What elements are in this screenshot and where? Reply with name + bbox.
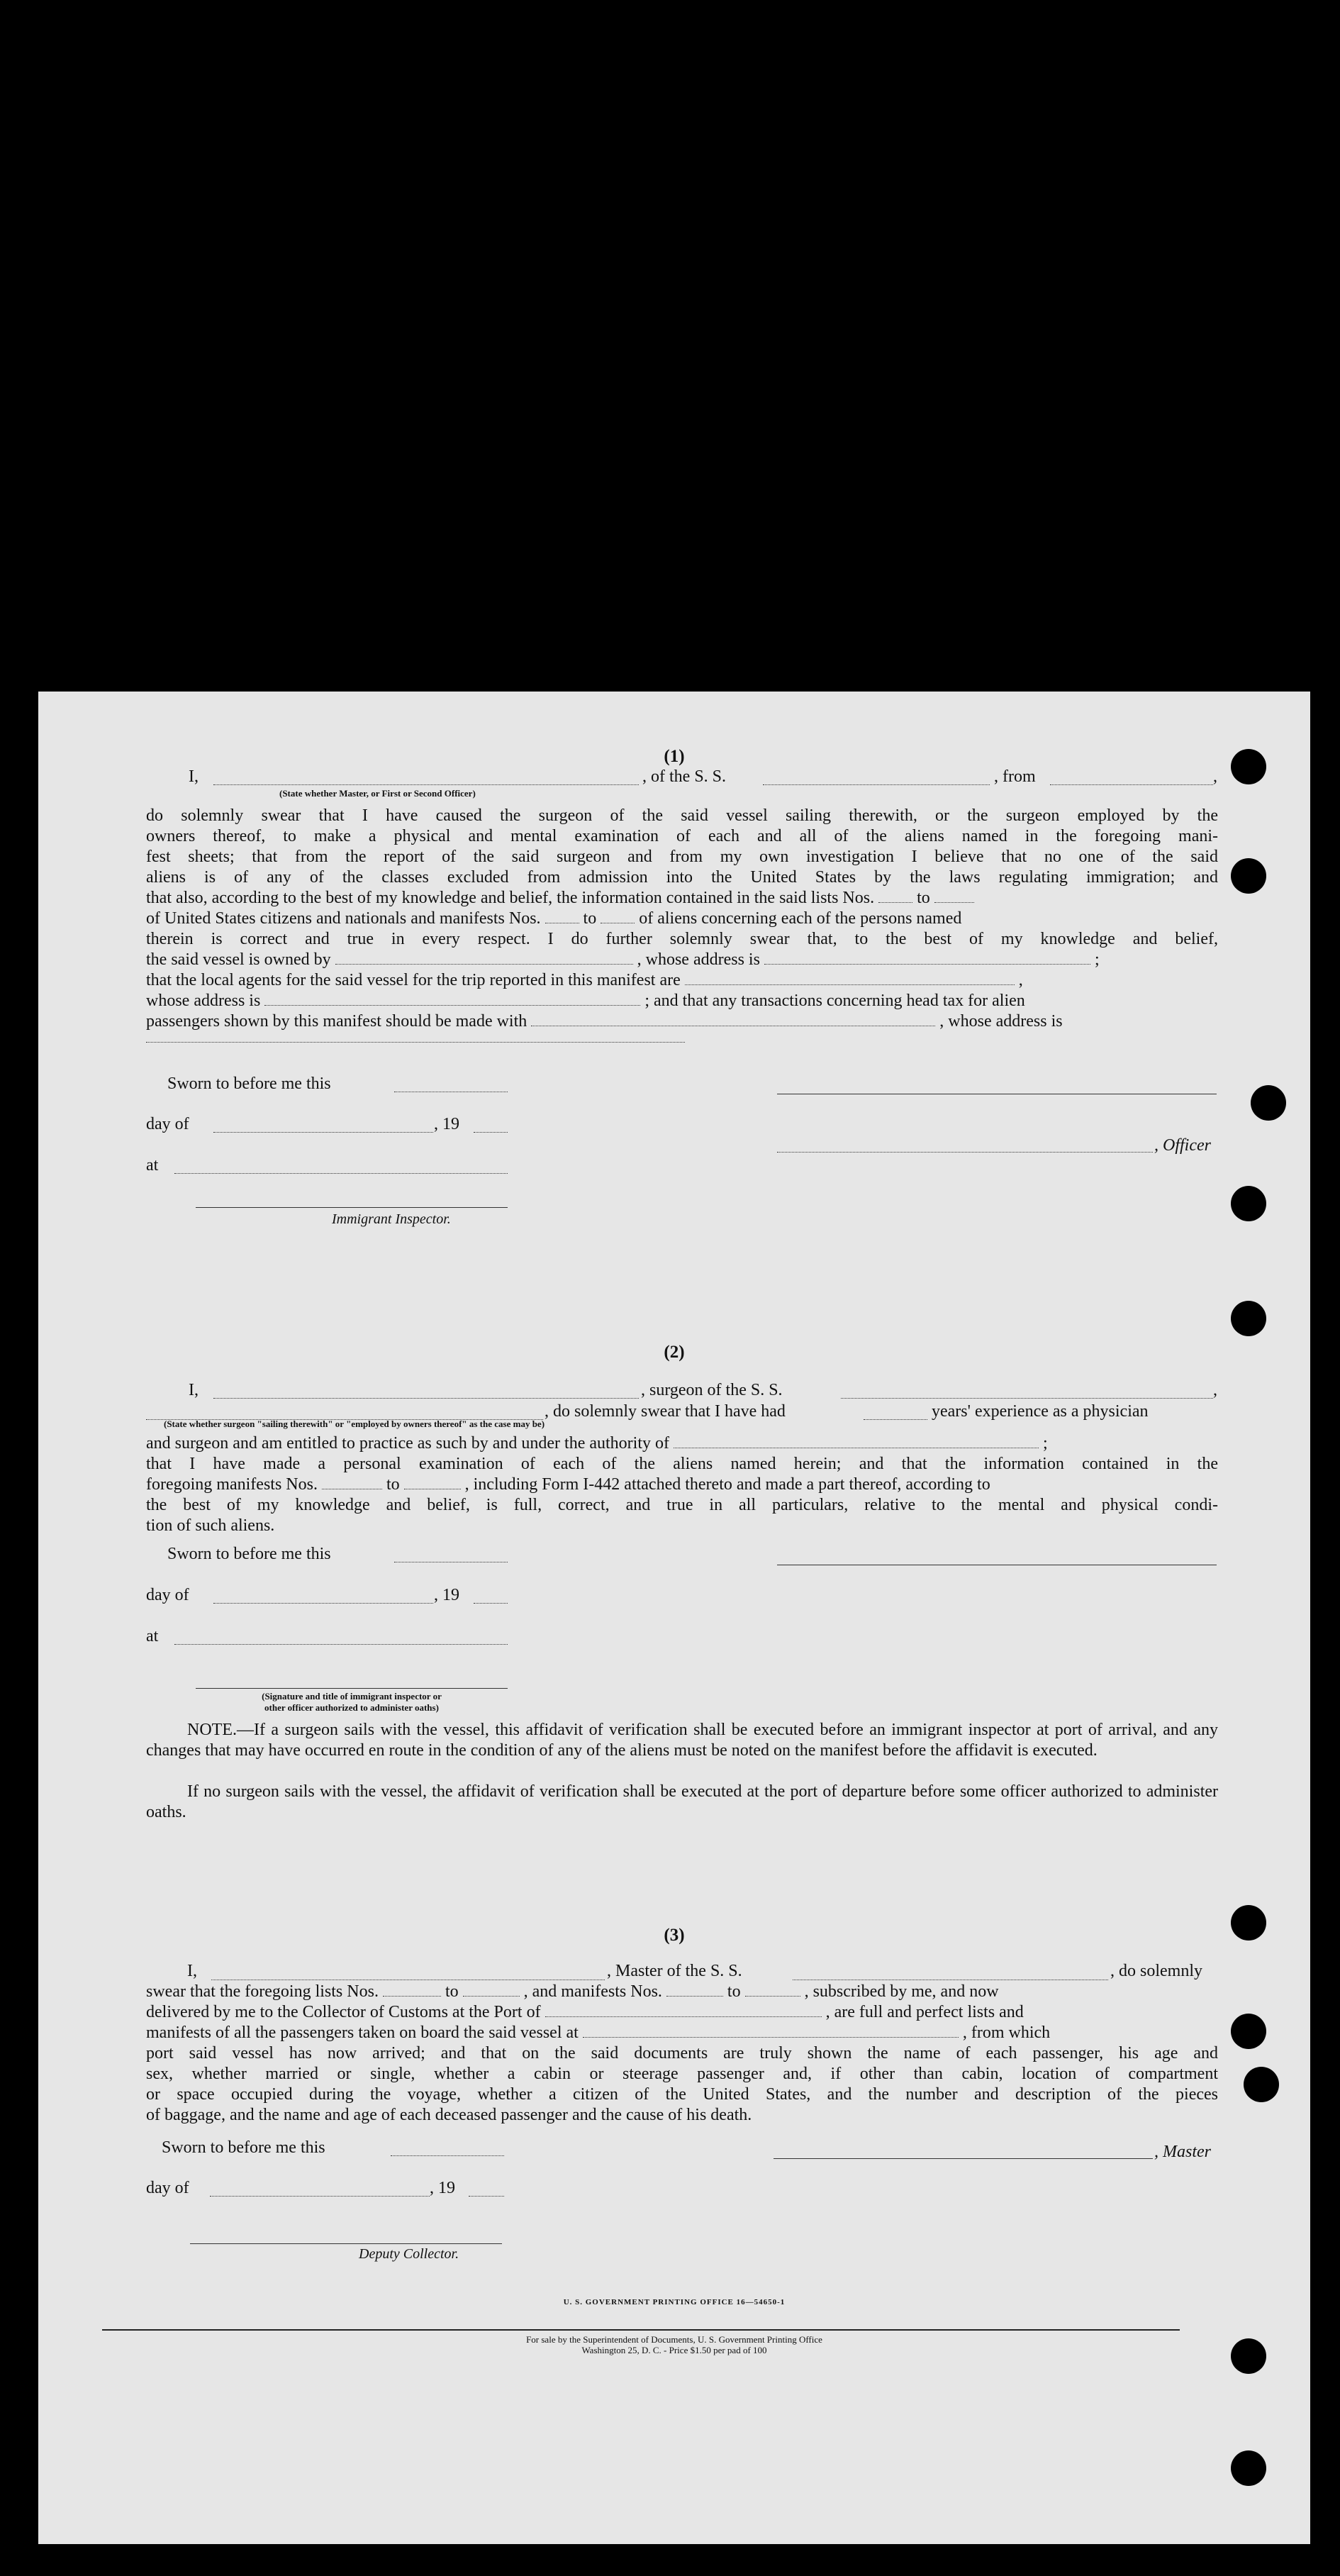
form-page: [38, 692, 1310, 2544]
owner-field[interactable]: [335, 951, 633, 965]
lists-to-field[interactable]: [934, 889, 974, 903]
sale-notice: For sale by the Superintendent of Documents, U. S. Government Printing Office Washington 25, D. C. - Price $1.50 per pad of 100: [526, 2334, 822, 2355]
section-3-number: (3): [664, 1926, 685, 1945]
s3-text-line: of baggage, and the name and age of each deceased passenger and the cause of his death.: [146, 2106, 752, 2124]
boarding-port-field[interactable]: [583, 2024, 959, 2038]
s2-text-line: tion of such aliens.: [146, 1516, 275, 1535]
s3-text-line: or space occupied during the voyage, whether a citizen of the United States, and the number and description of the pieces: [146, 2085, 1218, 2104]
s2-inspector-signature-line[interactable]: [196, 1688, 508, 1689]
sworn-place-field[interactable]: [174, 1160, 508, 1174]
s3-vessel-name-field[interactable]: [793, 1967, 1108, 1980]
section-1: I, , of the S. S. , from , (State whether Master, or First or Second Officer) do solemnly swear that I have caused the surgeon of the said vessel sailing therewith, or the surgeon employed by the owners thereof, to make a physical and mental examination of each and all of the aliens named in the foregoing mani- fest sheets; that from the report of the said surgeon and from my own investigation I believe that no one of the said aliens is of any of the classes excluded from admission into the United States by the laws regulating immigration; and that also, according to the best of my knowledge and belief, the information contained in the said lists Nos. to of United States citizens and nationals and manifests Nos. to of aliens concerning each of the persons named therein is correct and true in every respect. I do further solemnly swear that, to the best of my knowledge and belief, the said vessel is owned by , whose address is ; that the local agents for the said vessel for the trip reported in this manifest are , whose address is ; and that any transactions concerning head tax for alien passengers shown by this manifest should be made with , whose address is Sworn to before me this day of , 19 , Officer at Immigrant Inspector.: [146, 767, 1218, 1227]
punch-hole: [1231, 858, 1266, 894]
s2-text-line: that I have made a personal examination of each of the aliens named herein; and that the information contained in the: [146, 1455, 1218, 1473]
s1-text-line: therein is correct and true in every respect. I do further solemnly swear that, to the best of my knowledge and belief,: [146, 930, 1218, 948]
sworn-day-field[interactable]: [394, 1079, 508, 1092]
surgeon-caption: (State whether surgeon "sailing therewith" or "employed by owners thereof" as the case may be): [164, 1419, 545, 1429]
s3-sworn-month-field[interactable]: [210, 2183, 430, 2197]
punch-hole: [1231, 2014, 1266, 2049]
s1-text-line: fest sheets; that from the report of the said surgeon and from my own investigation I believe that no one of the said: [146, 848, 1218, 866]
s3-manifests-from-field[interactable]: [666, 1983, 723, 1997]
owner-address-field[interactable]: [764, 951, 1090, 965]
surgeon-name-field[interactable]: [213, 1385, 639, 1399]
sig-caption: other officer authorized to administer oaths): [264, 1702, 439, 1713]
collector-port-field[interactable]: [545, 2004, 822, 2017]
officer-caption: (State whether Master, or First or Second Officer): [279, 788, 476, 799]
s2-sworn-place-field[interactable]: [174, 1631, 508, 1645]
s3-sworn-day-field[interactable]: [391, 2143, 504, 2156]
head-tax-address-field[interactable]: [146, 1032, 685, 1043]
local-agents-field[interactable]: [685, 972, 1015, 985]
departure-port-field[interactable]: [1050, 772, 1213, 785]
s2-manifests-to-field[interactable]: [404, 1476, 461, 1489]
s3-lists-to-field[interactable]: [463, 1983, 520, 1997]
officer-name-field[interactable]: [777, 1139, 1153, 1153]
note-paragraph: If no surgeon sails with the vessel, the affidavit of verification shall be executed at the port of departure before some officer authorized to administer oaths.: [146, 1782, 1218, 1821]
s3-lists-from-field[interactable]: [383, 1983, 441, 1997]
agents-address-field[interactable]: [264, 992, 640, 1006]
section-1-number: (1): [664, 747, 685, 766]
s2-sworn-month-field[interactable]: [213, 1590, 433, 1604]
s3-text-line: sex, whether married or single, whether a cabin or steerage passenger and, if other than cabin, location of compartment: [146, 2065, 1218, 2083]
s3-sworn-year-field[interactable]: [469, 2183, 504, 2197]
punch-hole: [1231, 2450, 1266, 2486]
punch-hole: [1231, 1301, 1266, 1336]
section-2: I, , surgeon of the S. S. , , do solemnly swear that I have had years' experience as a physician (State whether surgeon "sailing therewith" or "employed by owners thereof" as the case may be) and surgeon and am entitled to practice as such by and under the authority of ; that I have made a personal examination of each of the aliens named herein; and that the information contained in the foregoing manifests Nos. to , including Form I-442 attached thereto and made a part thereof, according to the best of my knowledge and belief, is full, correct, and true in all particulars, relative to the mental and physical condi- tion of such aliens. Sworn to before me this day of , 19 at (Signature and title of immigrant inspector or other officer authorized to administer oaths) NOTE.—If a surgeon sails with the vessel, this affidavit of verification shall be executed before an immigrant inspector at port of arrival, and any changes that may have occurred en route in the condition of any of the aliens must be noted on the manifest before the affidavit is executed. If no surgeon sails with the vessel, the affidavit of verification shall be executed at the port of departure before some officer authorized to administer oaths.: [146, 1381, 1218, 1821]
sworn-month-field[interactable]: [213, 1119, 433, 1133]
s2-text-line: the best of my knowledge and belief, is full, correct, and true in all particulars, relative to the mental and physical condi-: [146, 1496, 1218, 1514]
lists-from-field[interactable]: [878, 889, 912, 903]
years-experience-field[interactable]: [864, 1406, 927, 1420]
s2-sworn-year-field[interactable]: [474, 1590, 508, 1604]
s3-text-line: port said vessel has now arrived; and that on the said documents are truly shown the name of each passenger, his age and: [146, 2044, 1218, 2063]
manifests-to-field[interactable]: [601, 910, 635, 923]
s1-text-line: aliens is of any of the classes excluded from admission into the United States by the laws regulating immigration; and: [146, 868, 1218, 887]
master-signature-line[interactable]: [774, 2158, 1153, 2159]
footer-rule: [102, 2329, 1180, 2331]
note-paragraph: NOTE.—If a surgeon sails with the vessel, this affidavit of verification shall be executed before an immigrant inspector at port of arrival, and any changes that may have occurred en route in the condition of any of the aliens must be noted on the manifest before the affidavit is executed.: [146, 1721, 1218, 1760]
s1-text-line: do solemnly swear that I have caused the surgeon of the said vessel sailing therewith, or the surgeon employed by the: [146, 806, 1218, 825]
section-2-number: (2): [664, 1343, 685, 1362]
officer-title-field[interactable]: [213, 772, 639, 785]
punch-hole: [1251, 1085, 1286, 1121]
head-tax-agent-field[interactable]: [531, 1013, 935, 1026]
s2-sworn-day-field[interactable]: [394, 1549, 508, 1562]
punch-hole: [1244, 2067, 1279, 2102]
master-name-field[interactable]: [211, 1967, 605, 1980]
sig-caption: (Signature and title of immigrant inspector or: [262, 1691, 442, 1701]
section-3: I, , Master of the S. S. , do solemnly swear that the foregoing lists Nos. to , and manifests Nos. to , subscribed by me, and now delivered by me to the Collector of Customs at the Port of , are full and perfect lists and manifests of all the passengers taken on board the said vessel at , from which port said vessel has now arrived; and that on the said documents are truly shown the name of each passenger, his age and sex, whether married or single, whether a cabin or steerage passenger and, if other than cabin, location of compartment or space occupied during the voyage, whether a citizen of the United States, and the number and description of the pieces of baggage, and the name and age of each deceased passenger and the cause of his death. Sworn to before me this , Master day of , 19 Deputy Collector.: [146, 1962, 1218, 2262]
s2-vessel-name-field[interactable]: [841, 1385, 1213, 1399]
inspector-signature-line[interactable]: [196, 1207, 508, 1208]
vessel-name-field[interactable]: [763, 772, 990, 785]
manifests-from-field[interactable]: [545, 910, 579, 923]
sworn-year-field[interactable]: [474, 1119, 508, 1133]
gpo-imprint: U. S. GOVERNMENT PRINTING OFFICE 16—54650-1: [563, 2298, 786, 2306]
practice-authority-field[interactable]: [674, 1435, 1039, 1448]
s2-manifests-from-field[interactable]: [322, 1476, 382, 1489]
s3-manifests-to-field[interactable]: [745, 1983, 800, 1997]
punch-hole: [1231, 1186, 1266, 1221]
s1-text-line: owners thereof, to make a physical and mental examination of each and all of the aliens named in the foregoing mani-: [146, 827, 1218, 845]
s1-line-1: I, , of the S. S. , from ,: [189, 767, 1217, 786]
